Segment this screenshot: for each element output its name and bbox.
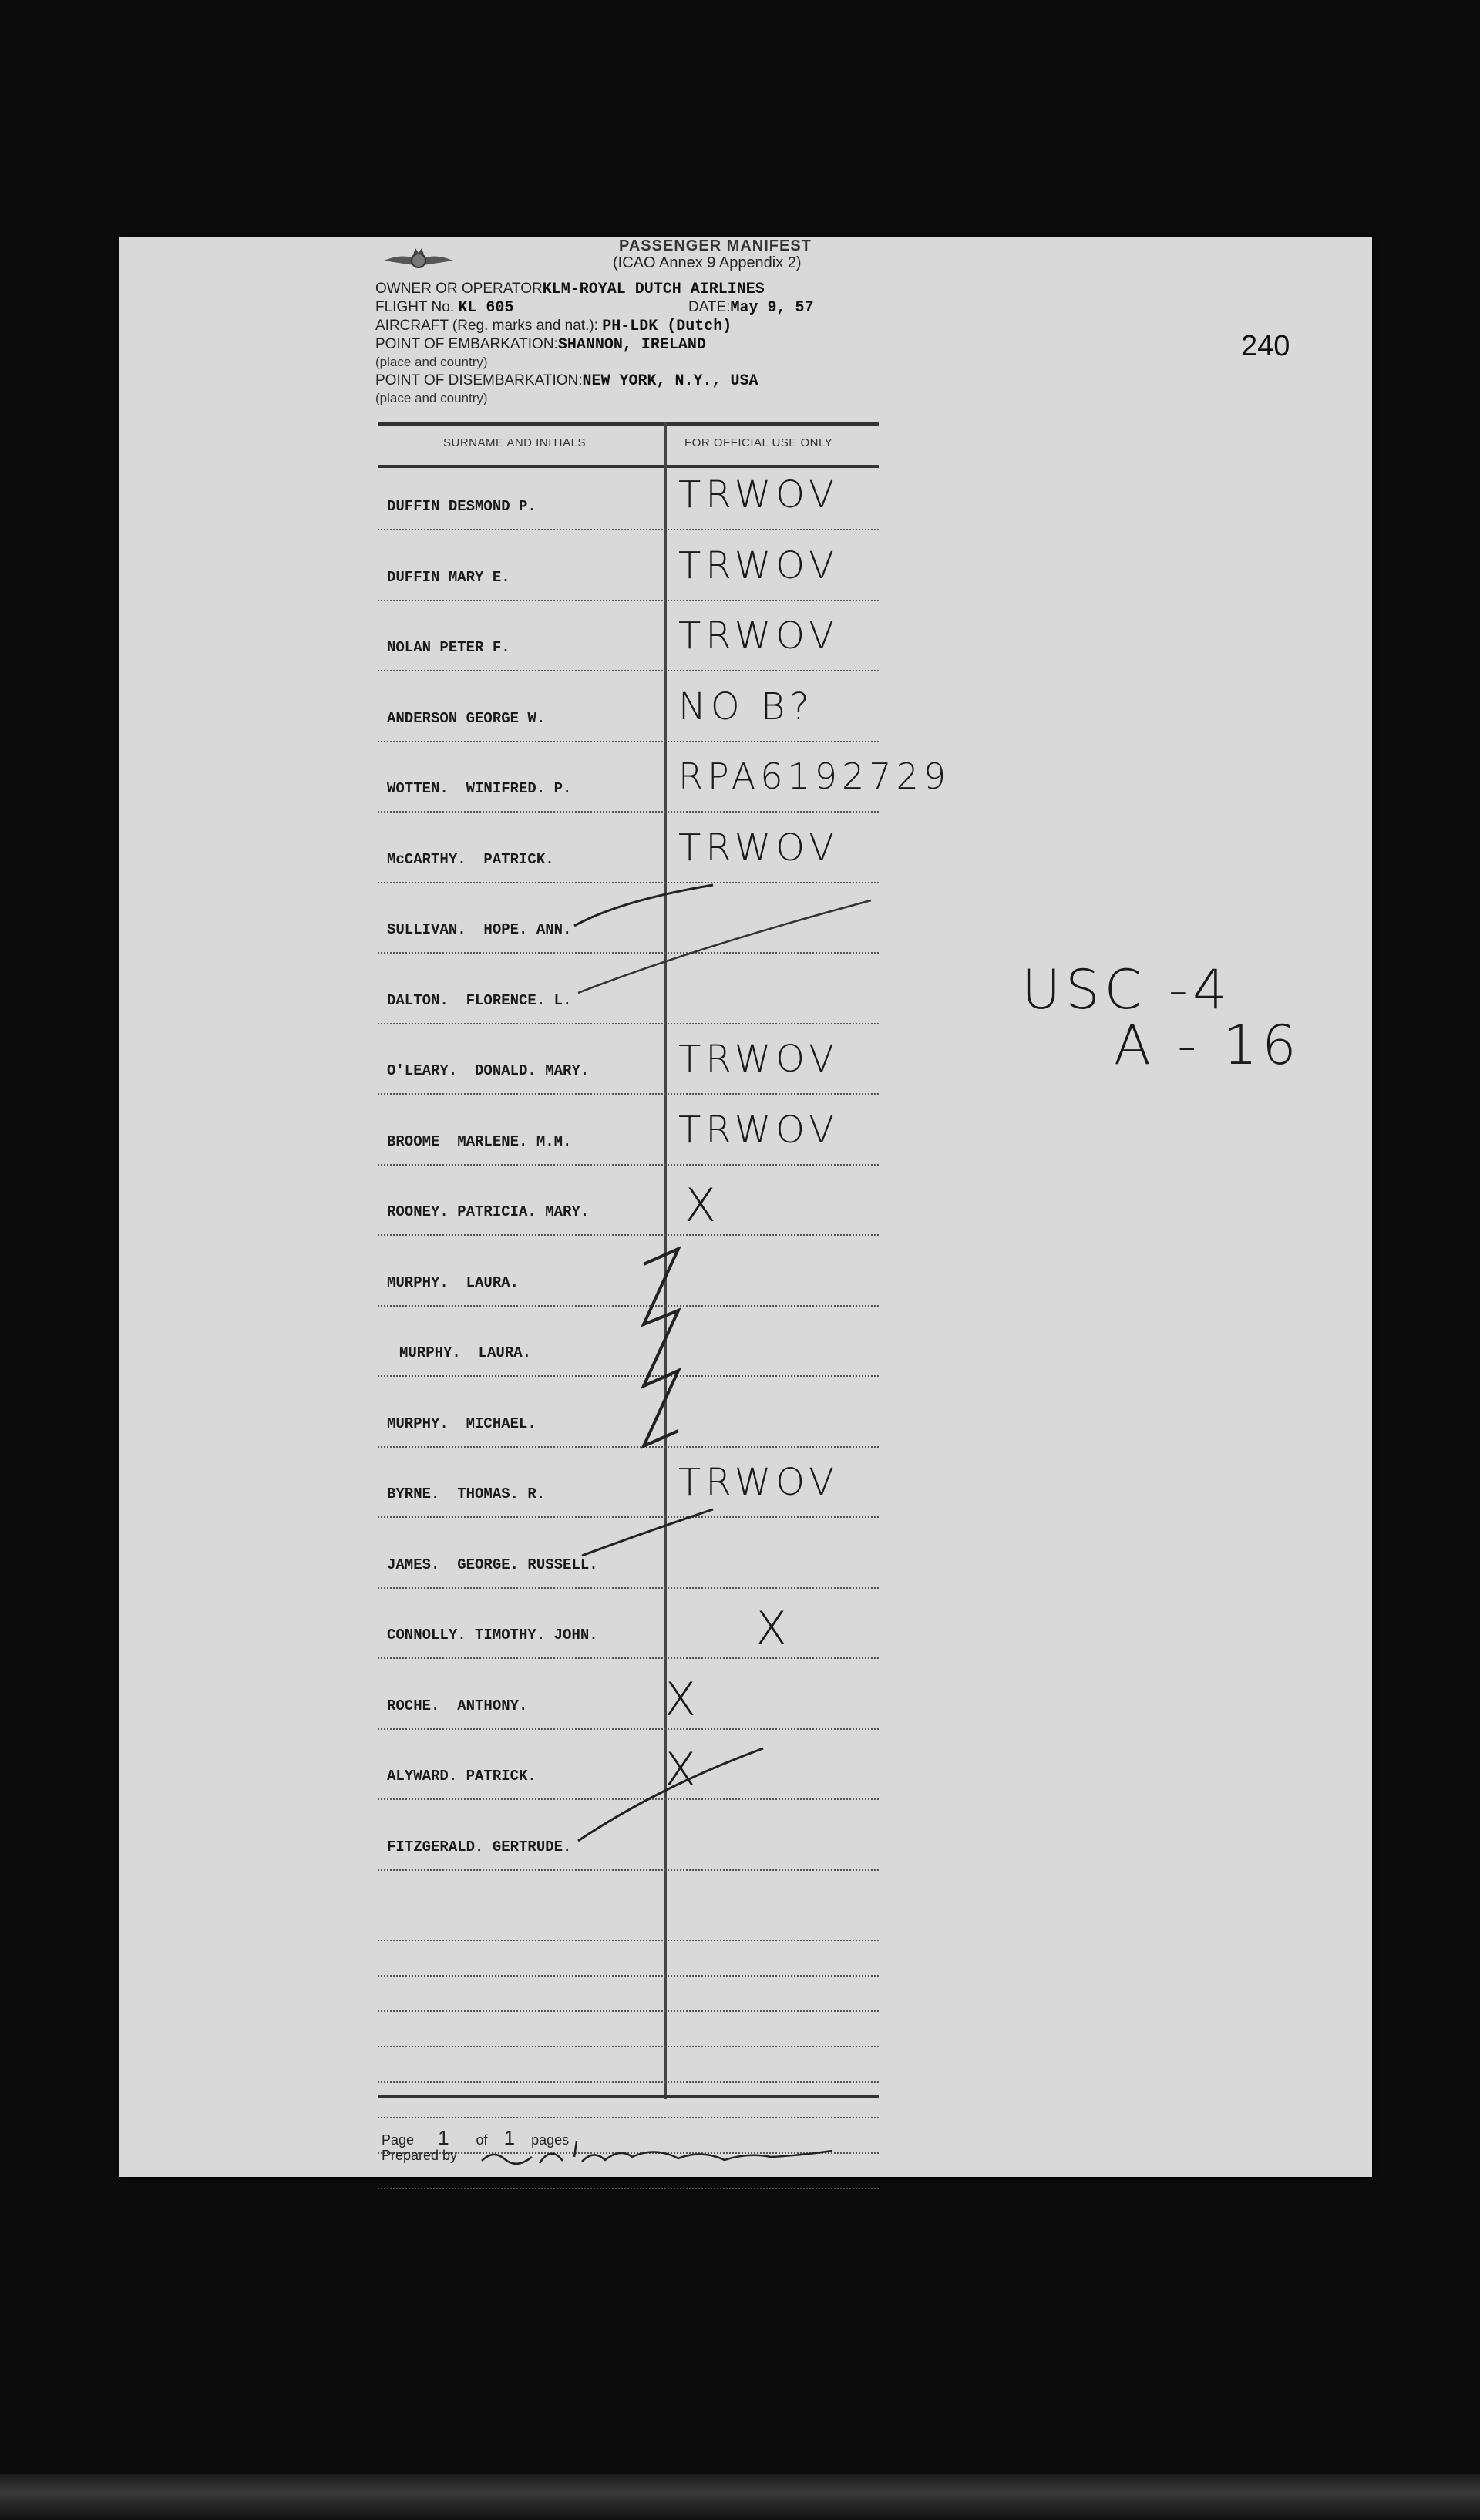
embark-place-hint: (place and country) [375, 355, 488, 369]
official-use-note: TRWOV [678, 1038, 839, 1081]
passenger-name: FITZGERALD. GERTRUDE. [387, 1838, 572, 1856]
official-use-note: TRWOV [678, 1108, 839, 1152]
film-edge [0, 2474, 1480, 2520]
official-use-note: NO B? [678, 685, 814, 728]
disembark-row [375, 372, 758, 390]
of-label: of [476, 2132, 488, 2148]
flight-value: KL 605 [458, 299, 514, 317]
official-use-note: TRWOV [678, 543, 839, 587]
row-divider [378, 1446, 879, 1448]
disembark-place-hint: (place and country) [375, 391, 488, 405]
passenger-name: SULLIVAN. HOPE. ANN. [387, 921, 572, 938]
of-value: 1 [503, 2126, 516, 2149]
date-value: May 9, 57 [730, 299, 814, 317]
row-divider [378, 1234, 879, 1236]
side-note-line2: A - 16 [1114, 1014, 1301, 1077]
page-value: 1 [438, 2126, 449, 2149]
row-divider [378, 882, 879, 883]
date-row [688, 299, 814, 317]
official-use-note: TRWOV [678, 1461, 839, 1504]
official-use-note: TRWOV [678, 473, 839, 516]
page-label: Page [382, 2132, 415, 2148]
disembark-label: POINT OF DISEMBARKATION: [375, 372, 583, 389]
passenger-name: MURPHY. LAURA. [399, 1344, 532, 1361]
passenger-name: McCARTHY. PATRICK. [387, 850, 554, 868]
blank-row-divider [378, 2010, 879, 2012]
passenger-name: MURPHY. MICHAEL. [387, 1415, 536, 1432]
passenger-name: NOLAN PETER F. [387, 639, 510, 656]
passenger-name: DALTON. FLORENCE. L. [387, 991, 572, 1009]
official-use-note: X [664, 1672, 701, 1727]
blank-row-divider [378, 2188, 879, 2189]
official-use-note: TRWOV [678, 614, 839, 658]
row-divider [378, 1516, 879, 1518]
flight-label: FLIGHT No. [375, 299, 455, 315]
row-divider [378, 811, 879, 813]
passenger-name: ANDERSON GEORGE W. [387, 709, 546, 727]
official-use-note: X [684, 1179, 722, 1233]
prepared-label: Prepared by [382, 2148, 458, 2163]
blank-row-divider [378, 2117, 879, 2118]
flight-row [375, 299, 513, 317]
passenger-table [378, 422, 951, 2126]
row-divider [378, 952, 879, 954]
blank-row-divider [378, 2046, 879, 2047]
passenger-name: MURPHY. LAURA. [387, 1273, 520, 1291]
row-divider [378, 1728, 879, 1730]
klm-crown-logo [380, 244, 457, 282]
aircraft-label: AIRCRAFT (Reg. marks and nat.): [375, 318, 598, 334]
disembark-value: NEW YORK, N.Y., USA [582, 372, 758, 390]
row-divider [378, 529, 879, 530]
passenger-name: O'LEARY. DONALD. MARY. [387, 1062, 590, 1079]
official-use-note: TRWOV [678, 826, 839, 870]
row-divider [378, 1869, 879, 1871]
preparer-signature [478, 2134, 840, 2172]
prepared-by-row [382, 2148, 457, 2164]
row-divider [378, 1375, 879, 1377]
owner-row [375, 281, 765, 298]
owner-value: KLM-ROYAL DUTCH AIRLINES [542, 281, 765, 298]
blank-row-divider [378, 1940, 879, 1941]
passenger-name: BROOME MARLENE. M.M. [387, 1132, 572, 1150]
side-annotation [1021, 958, 1301, 1085]
passenger-name: CONNOLLY. TIMOTHY. JOHN. [387, 1627, 598, 1644]
page-number: 240 [1241, 330, 1290, 362]
embark-row [375, 336, 706, 354]
table-top-rule [378, 422, 879, 426]
official-use-note: X [664, 1743, 701, 1797]
passenger-name: WOTTEN. WINIFRED. P. [387, 780, 572, 797]
row-divider [378, 1798, 879, 1800]
blank-row-divider [378, 2081, 879, 2083]
passenger-name: JAMES. GEORGE. RUSSELL. [387, 1556, 598, 1573]
passenger-name: DUFFIN DESMOND P. [387, 498, 536, 515]
date-label: DATE: [688, 299, 731, 315]
embark-label: POINT OF EMBARKATION: [375, 336, 558, 352]
row-divider [378, 1587, 879, 1589]
table-bottom-rule [378, 2095, 879, 2098]
official-use-note: RPA6192729 [678, 755, 951, 797]
row-divider [378, 600, 879, 601]
row-divider [378, 741, 879, 742]
aircraft-row [375, 318, 732, 335]
passenger-name: ROCHE. ANTHONY. [387, 1697, 528, 1714]
row-divider [378, 1023, 879, 1024]
embark-value: SHANNON, IRELAND [557, 336, 706, 354]
manifest-sheet [119, 237, 1372, 2177]
row-divider [378, 1657, 879, 1659]
col-surname-header: SURNAME AND INITIALS [443, 436, 587, 449]
row-divider [378, 1305, 879, 1307]
owner-label: OWNER OR OPERATOR [375, 281, 543, 297]
passenger-name: BYRNE. THOMAS. R. [387, 1485, 546, 1502]
table-column-divider [664, 422, 667, 2099]
passenger-name: ROONEY. PATRICIA. MARY. [387, 1203, 590, 1220]
manifest-subtitle: (ICAO Annex 9 Appendix 2) [613, 254, 802, 271]
row-divider [378, 670, 879, 671]
passenger-name: DUFFIN MARY E. [387, 568, 510, 586]
pages-label: pages [531, 2132, 570, 2148]
row-divider [378, 1093, 879, 1095]
side-note-line1: USC -4 [1021, 958, 1232, 1021]
aircraft-value: PH-LDK (Dutch) [602, 318, 732, 335]
passenger-name: ALYWARD. PATRICK. [387, 1768, 536, 1785]
blank-row-divider [378, 1975, 879, 1977]
row-divider [378, 1164, 879, 1166]
manifest-title: PASSENGER MANIFEST [619, 237, 812, 254]
table-header-rule [378, 465, 879, 468]
col-official-header: FOR OFFICIAL USE ONLY [684, 436, 833, 449]
official-use-note: X [755, 1602, 792, 1656]
